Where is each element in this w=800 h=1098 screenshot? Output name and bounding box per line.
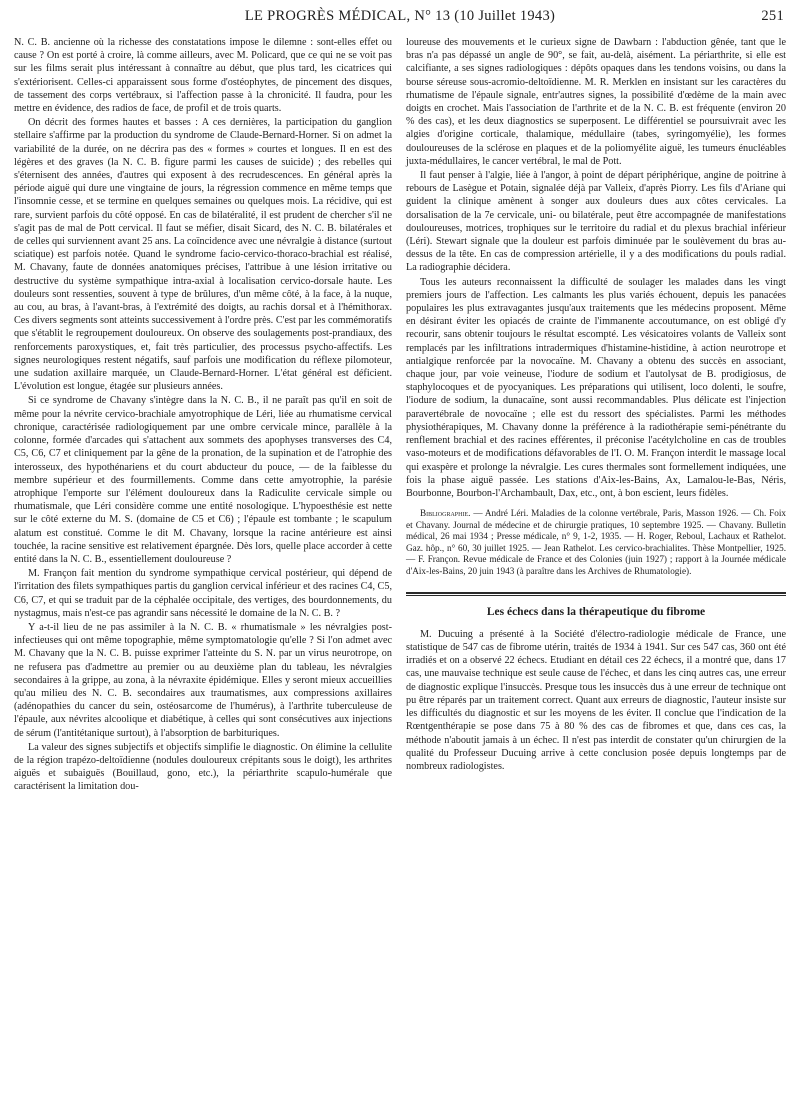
paragraph: N. C. B. ancienne où la richesse des constatations impose le dilemne : sont-elles effet ou cause ? On est porté à croire, là comme ailleurs, avec M. Policard, que ce qui ne se voit pas sur les films serait plus intéressant à connaître au début, que plus tard, les cicatrices qui s'extériorisent. Celles-ci apparaissent sous forme d'ostéophytes, de pincement des disques, de tassement des corps vertébraux, si l'affection passe à la chronicité. Il faudra, pour les mettre en évidence, des radios de face, de profil et de trois quarts.: [14, 37, 392, 115]
paragraph: Tous les auteurs reconnaissent la difficulté de soulager les malades dans les vingt premiers jours de l'affection. Les calmants les plus variés échouent, depuis les panacées populaires les plus extravagantes jusqu'aux traitements que les médecins proposent. Même en désirant éviter les opiacés de crainte de l'immanente accoutumance, on est obligé d'y recourir, sans obtenir toujours le résultat escompté. Les vésicatoires volants de Valleix sont remplacés par les infiltrations intradermiques d'histamine-histidine, à action neurotrope et antialgique renforcée par la novocaïne. M. Chavany a obtenu des succès en associant, chaque jour, par voie veineuse, l'iodure de sodium et l'autolysat de B. prodigiosus, de staphylocoques et de pyocyaniques. Les préparations qui utilisent, loco dolenti, le soufre, l'iodure de sodium, la dunacaïne, sont aussi recommandables. Plus délicate est l'injection paravertébrale de novocaïne ; elle est du ressort des spécialistes. Parmi les méthodes physiothérapiques, M. Chavany donne la préférence à la radiothérapie semi-pénétrante du renflement brachial et des racines efférentes, il préconise l'acétylcholine en cas de troubles vaso-moteurs et de modifications défavorables de l'I. O. M. Françon interdit le massage local qui exaspère et prolonge la névralgie. Les cures thermales sont formellement indiquées, une fois la phase aiguë passée. Les stations d'Aix-les-Bains, Ax, Lamalou-le-Bas, Néris, Bourbonne, Bourbon-l'Archambault, Dax, etc., ont, à bon escient, leurs fidèles.: [406, 276, 786, 499]
journal-title: LE PROGRÈS MÉDICAL, N° 13 (10 Juillet 1943): [244, 8, 556, 24]
section-divider: [406, 592, 786, 596]
paragraph: On décrit des formes hautes et basses : A ces dernières, la participation du ganglion stellaire s'affirme par la production du syndrome de Claude-Bernard-Horner. Si on admet la variabilité de la durée, on ne décrira pas des « formes » courtes et longues. Il en est des légères et des graves (la N. C. B. figure parmi les causes de suicide) ; des rebelles qui s'éternisent des années, d'autres qui exposent à des recrudescences. En général après la période aiguë qui dure une vingtaine de jours, la régression commence en même temps que l'insomnie cesse, et se termine en quelques semaines ou quelques mois. La récidive, qui est rare, survient parfois du côté opposé. En cas de bilatéralité, il est prudent de chercher s'il ne s'agit pas de mal de Pott cervical. Il faut se méfier, disait Sicard, des N. C. B. bilatérales et de celles qui surviennent avant 25 ans. La coïncidence avec une névralgie à distance (surtout sciatique) est parfois notée. Quand le syndrome facio-cervico-thoraco-brachial est réalisé, M. Chavany, faute de données anatomiques précises, l'attribue à une lésion irritative ou destructive du système sympathique intra-axial à localisation cervico-dorsale haute. Les douleurs sont ressenties, souvent à type de brûlures, d'un même côté, à la face, à la nuque, au cou, au bras, à l'avant-bras, à l'extrémité des doigts, au rachis dorsal et à l'hémithorax. Ces divers segments sont atteints successivement à l'ordre près. C'est par les commémoratifs que s'établit le regroupement douloureux. On observe des soulagements post-prandiaux, des renforcements paroxystiques, et, fait très particulier, des processus psycho-affectifs. Les signes neurologiques restent négatifs, sauf parfois une modification du réflexe pilomoteur, une sudation axillaire marquée, un Claude-Bernard-Horner. L'état général est déficient. L'évolution est longue, étagée sur plusieurs années.: [14, 117, 392, 393]
paragraph: M. Françon fait mention du syndrome sympathique cervical postérieur, qui dépend de l'irritation des filets sympathiques partis du ganglion cervical inférieur et des racines C4, C5, C6, C7, et qui se traduit par de la céphalée occipitale, des vertiges, des bourdonnements, du nystagmus, mais n'est-ce pas agrandir sans nécessité le domaine de la N. C. B. ?: [14, 568, 392, 619]
page-number: 251: [761, 8, 784, 24]
paragraph: Y a-t-il lieu de ne pas assimiler à la N. C. B. « rhumatismale » les névralgies post-infectieuses qui ont même topographie, même symptomatologie qu'elle ? Si l'on admet avec M. Chavany que la N. C. B. puisse exprimer l'atteinte du S. N. par un virus neurotrope, on ne refusera pas d'admettre au premier ou au deuxième plan du tableau, les névralgies secondaires à la grippe, au zona, à la névraxite épidémique. Elles y seront mieux accueillies qu'au milieu des N. C. B. secondaires aux traumatismes, aux compressions axillaires (adénopathies du cancer du sein, ostéosarcome de l'humérus), à l'arthrite tuberculeuse de l'épaule, aux névrites alcoolique et diabétique, à celles qui sont consécutives aux injections de sérum (l'antitétanique surtout), à l'absorption de barbituriques.: [14, 621, 392, 739]
right-column: [406, 36, 786, 773]
paragraph: La valeur des signes subjectifs et objectifs simplifie le diagnostic. On élimine la cellulite de la région trapézo-deltoïdienne (nodules douloureux crépitants sous le doigt), les arthrites aiguës et subaiguës (Bouillaud, gono, etc.), la périarthrite scapulo-humérale que caractérisent la limitation dou-: [14, 741, 392, 793]
paragraph: Si ce syndrome de Chavany s'intègre dans la N. C. B., il ne paraît pas qu'il en soit de même pour la névrite cervico-brachiale amyotrophique de Léri, liée au rhumatisme cervical chronique, caractérisée radiologiquement par une ombre cervicale mince, parallèle à la colonne, formée d'arcades qui s'attachent aux sommets des apophyses transverses des C4, C5, C6, C7 et cliniquement par la gêne de la pronation, de la supination et de l'atrophie des interosseux, des hypothénariens et du court abducteur du pouce, — de la faiblesse du membre supérieur et des fourmillements. Comme dans cette amyotrophie, la parésie atrophique l'emporte sur l'élément douloureux dans la Radiculite cervicale simple ou rhumatismale, que Léri considère comme une entité nosologique. L'hypoesthésie est nette sur le côté externe du M. S. (domaine de C5 et C6) ; l'épaule est tombante ; le scapulum alatum est constitué. Comme le dit M. Chavany, lorsque la racine antérieure est ainsi touchée, la racine sensitive est relativement épargnée. Dès lors, quelle place accorder à cette entité dans la N. C. B., essentiellement douloureuse ?: [14, 395, 392, 565]
bibliography: [406, 508, 786, 578]
bibliography-lead: Bibliographie.: [420, 508, 471, 519]
section-title: Les échecs dans la thérapeutique du fibrome: [486, 605, 706, 618]
paragraph: M. Ducuing a présenté à la Société d'électro-radiologie médicale de France, une statistique de 547 cas de fibrome utérin, traités de 1934 à 1941. Sur ces 547 cas, 360 ont été irradiés et on a observé 22 échecs. Etudiant en détail ces 22 échecs, il a montré que, dans 17 cas, une mauvaise technique est seule cause de l'échec, et dans les cinq autres cas, une erreur de diagnostic explique l'insuccès. Presque tous les insuccès dus à une erreur de technique ont pu être réparés par un traitement correct. Quant aux erreurs de diagnostic, l'auteur insiste sur les difficultés du diagnostic et sur les moyens de les éviter. Il conclue que l'indication de la Rœntgenthérapie se pose dans 75 à 80 % des cas de fibromes et que, dans ces cas, la méthode n'aboutit jamais à un échec. Il n'est pas interdit de constater qu'un chirurgien de la qualité du Professeur Ducuing arrive à cette conclusion posée depuis longtemps par de nombreux radiologistes.: [406, 628, 786, 772]
left-column: [14, 36, 392, 794]
paragraph: loureuse des mouvements et le curieux signe de Dawbarn : l'abduction gênée, tant que le bras n'a pas dépassé un angle de 90°, se fait, au-delà, aisément. La périarthrite, si elle est calcifiante, a ses signes radiologiques : dépôts opaques dans les tendons voisins, ou dans la bourse séreuse sous-acromio-deltoïdienne. M. R. Merklen en insistant sur les caractères du rhumatisme de l'épaule signale, entr'autres signes, la possibilité d'œdème de la main avec doigts en crochet. Mais l'association de l'arthrite et de la N. C. B. est fréquente (environ 20 % des cas), et les deux diagnostics se superposent. Le différentiel se poursuivrait avec les algies d'origine corticale, thalamique, médullaire (tabes, syringomyélie), les formes douloureuses de la sclérose en plaques et de la poliomyélite aiguë, les tumeurs énucléables juxta-médullaires, le cancer vertébral, le mal de Pott.: [406, 37, 786, 167]
paragraph: Il faut penser à l'algie, liée à l'angor, à point de départ périphérique, angine de poitrine à rebours de Lasègue et Potain, signalée déjà par Valleix, d'après Piorry. Les fils d'Ariane qui guident la clinique amènent à songer aux douleurs dues aux côtes cervicales. La dorsalisation de la 7e cervicale, uni- ou bilatérale, peut être accompagnée de manifestations douloureuses, motrices, trophiques sur le territoire du radial et du plexus brachial inférieur (Léri). Stewart signale que la douleur est parfois diminuée par le soulèvement du bras au-dessus de la tête. En cas de compression artérielle, il y a des modifications du pouls radial. La radiographie décidera.: [406, 170, 786, 274]
bibliography-text: — André Léri. Maladies de la colonne vertébrale, Paris, Masson 1926. — Ch. Foix et Chavany. Journal de médecine et de chirurgie pratiques, 10 septembre 1925. — Chavany. Bulletin médical, 26 mai 1934 ; Presse médicale, n° 9, 1-2, 1935. — H. Roger, Reboul, Lachaux et Rathelot. Gaz. hôp., n° 60, 30 juillet 1925. — Jean Rathelot. Les cervico-brachialites. Thèse Montpellier, 1925. — F. Françon. Revue médicale de France et des Colonies (juin 1927) ; rapport à la Journée médicale d'Aix-les-Bains, 20 juin 1943 (à paraître dans les Archives de Rhumatologie).: [406, 508, 786, 577]
running-header: [14, 8, 786, 30]
